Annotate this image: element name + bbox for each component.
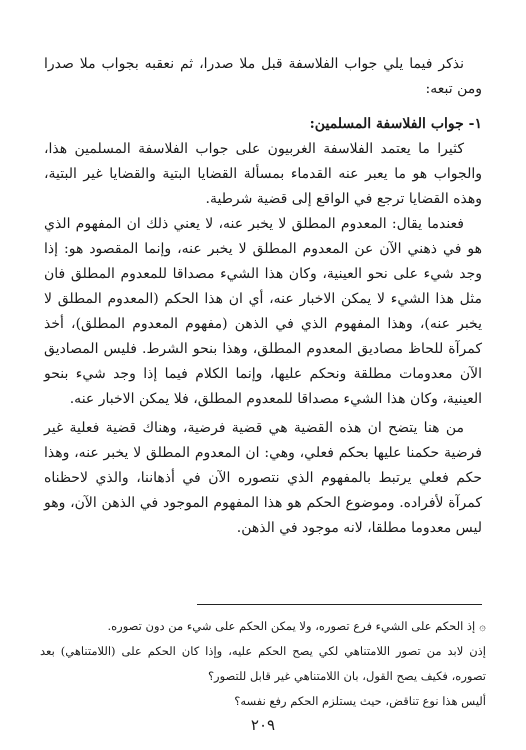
footnote-separator	[197, 604, 482, 605]
footnotes	[40, 614, 486, 714]
footnote-text: إذ الحكم على الشيء فرع تصوره، ولا يمكن الحكم على شيء من دون تصوره.	[107, 619, 476, 633]
footnote-line: أليس هذا نوع تناقض، حيث يستلزم الحكم رفع نفسه؟	[234, 694, 486, 708]
paragraph-2: فعندما يقال: المعدوم المطلق لا يخبر عنه، لا يعني ذلك ان المفهوم الذي هو في ذهني الآن عن المعدوم المطلق لا يخبر عنه، وإنما المقصود هو: إذا وجد شيء على نحو العينية، وكان هذا الشيء مصداقا للمعدوم المطلق فان مثل هذا الشيء لا يمكن الاخبار عنه، أي ان هذا الحكم (المعدوم المطلق لا يخبر عنه)، وهذا المفهوم الذي في الذهن (مفهوم المعدوم المطلق)، أخذ كمرآة للحاظ مصاديق المعدوم المطلق، وهذا بنحو الشرط. فليس المصاديق الآن معدومات مطلقة ونحكم عليها، وإنما الكلام فيما إذا وجد شيء بنحو العينية، وكان هذا الشيء مصداقا للمعدوم المطلق، فلا يمكن الاخبار عنه.	[44, 216, 482, 407]
footnote-marker: ۞	[479, 619, 486, 633]
section-heading: ١- جواب الفلاسفة المسلمين:	[309, 116, 482, 132]
footnote-line: إذن لابد من تصور اللامتناهي لكي يصح الحكم عليه، وإذا كان الحكم على (اللامتناهي) بعد تصوره، فكيف يصح القول، بان اللامتناهي غير قابل للتصور؟	[40, 644, 486, 683]
intro-paragraph: نذكر فيما يلي جواب الفلاسفة قبل ملا صدرا، ثم نعقبه بجواب ملا صدرا ومن تبعه:	[44, 56, 482, 97]
footnote-line	[40, 614, 486, 639]
paragraph-3: من هنا يتضح ان هذه القضية هي قضية فرضية، وهناك قضية فعلية غير فرضية حكمنا عليها بحكم فعلي، وهي: ان المعدوم المطلق لا يخبر عنه، وهذا حكم فعلي يرتبط بالمفهوم الذي نتصوره الآن في أذهاننا، والذي لاحظناه كمرآة لأفراده. وموضوع الحكم هو هذا المفهوم الموجود في الذهن الآن، وهو ليس معدوما مطلقا، لانه موجود في الذهن.	[44, 420, 482, 536]
paragraph-1: كثيرا ما يعتمد الفلاسفة الغربيون على جواب الفلاسفة المسلمين هذا، والجواب هو ما يعبر عنه القدماء بمسألة القضايا البتية والقضايا غير البتية، وهذه القضايا ترجع في الواقع إلى قضية شرطية.	[44, 141, 482, 207]
main-text	[44, 52, 482, 541]
page-number: ٢٠٩	[250, 716, 276, 734]
